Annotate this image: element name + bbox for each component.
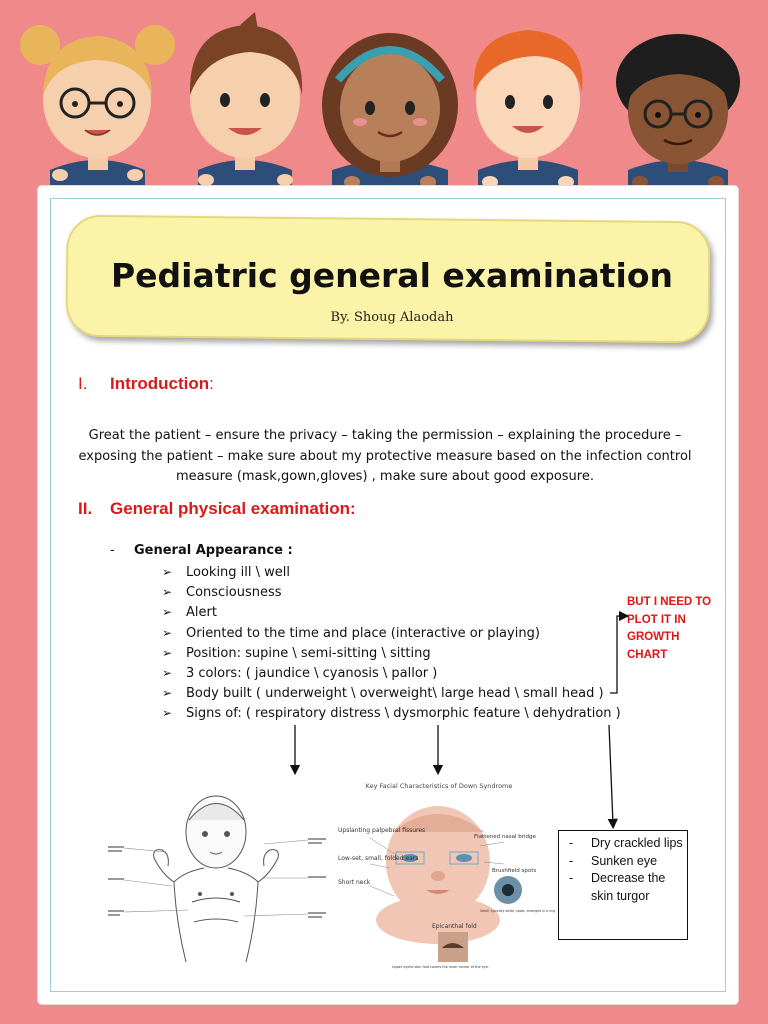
section-title-suffix: : <box>209 374 214 393</box>
list-item: - Dry crackled lips <box>567 835 687 853</box>
list-item: ➢ Alert <box>162 602 621 622</box>
dash-marker: - <box>110 543 115 558</box>
kid-boy-red-hair <box>474 30 583 190</box>
label-fissures: Upslanting palpebral fissures <box>338 827 426 834</box>
arrow-bullet-icon: ➢ <box>162 605 173 620</box>
arrow-bullet-icon: ➢ <box>162 625 173 640</box>
list-item: ➢ Position: supine \ semi-sitting \ sitting <box>162 643 621 663</box>
section-general-exam-heading <box>78 499 356 519</box>
list-item: ➢ Consciousness <box>162 582 621 602</box>
section-number: I. <box>78 374 88 393</box>
infant-body-illustration <box>104 782 328 972</box>
page-title: Pediatric general examination <box>110 256 674 295</box>
arrow-bullet-icon: ➢ <box>162 706 173 721</box>
list-item: - Sunken eye <box>567 853 687 871</box>
list-item: ➢ Signs of: ( respiratory distress \ dysmorphic feature \ dehydration ) <box>162 703 621 723</box>
kid-boy-brown-hair <box>190 12 302 190</box>
section-title: General physical examination: <box>110 499 356 518</box>
kid-boy-curly-hair <box>616 34 740 190</box>
arrow-bullet-icon: ➢ <box>162 565 173 579</box>
arrow-bullet-icon: ➢ <box>162 665 173 680</box>
general-appearance-list <box>162 562 621 724</box>
list-item: ➢ Looking ill \ well <box>162 562 621 582</box>
general-appearance-label: General Appearance : <box>134 543 293 558</box>
section-number: II. <box>78 499 93 518</box>
section-introduction-heading <box>78 374 214 394</box>
list-item: ➢ Oriented to the time and place (interactive or playing) <box>162 623 621 643</box>
label-epicanthal-desc: Upper eyelid skin fold covers the inner corner of the eye. <box>392 965 489 969</box>
dehydration-signs-box <box>558 830 688 940</box>
general-appearance-heading <box>110 543 293 558</box>
kid-girl-headband <box>322 33 458 190</box>
list-item: ➢ Body built ( underweight \ overweight\ large head \ small head ) <box>162 683 621 703</box>
list-item: - Decrease the skin turgor <box>567 870 687 905</box>
figure-caption: Key Facial Characteristics of Down Syndrome <box>365 782 513 790</box>
introduction-paragraph: Great the patient – ensure the privacy – taking the permission – explaining the procedure – exposing the patient – make sure about my protective measure based on the infection control measure (mask,gown,gloves) , make sure about good exposure. <box>78 428 692 484</box>
dehydration-list <box>559 835 687 905</box>
kid-girl-blonde <box>20 25 175 190</box>
down-syndrome-illustration <box>334 778 556 970</box>
label-spots: Brushfield spots <box>492 868 537 874</box>
growth-chart-note: BUT I NEED TO PLOT IT IN GROWTH CHART <box>627 596 712 661</box>
list-item: ➢ 3 colors: ( jaundice \ cyanosis \ pallor ) <box>162 663 621 683</box>
label-nose: Flattened nasal bridge <box>474 834 536 840</box>
section-title: Introduction <box>110 374 210 393</box>
kids-illustration <box>0 0 768 200</box>
baby-face-diagram <box>334 792 556 970</box>
arrow-bullet-icon: ➢ <box>162 645 173 660</box>
label-ears: Low-set, small, folded ears <box>338 855 419 862</box>
arrow-bullet-icon: ➢ <box>162 686 173 701</box>
label-epicanthal: Epicanthal fold <box>432 923 477 930</box>
label-spots-desc: Small, typically white, spots, arranged in a ring <box>480 909 556 913</box>
author-line: By. Shoug Alaodah <box>330 310 454 325</box>
label-neck: Short neck <box>338 879 371 886</box>
arrow-bullet-icon: ➢ <box>162 585 173 600</box>
